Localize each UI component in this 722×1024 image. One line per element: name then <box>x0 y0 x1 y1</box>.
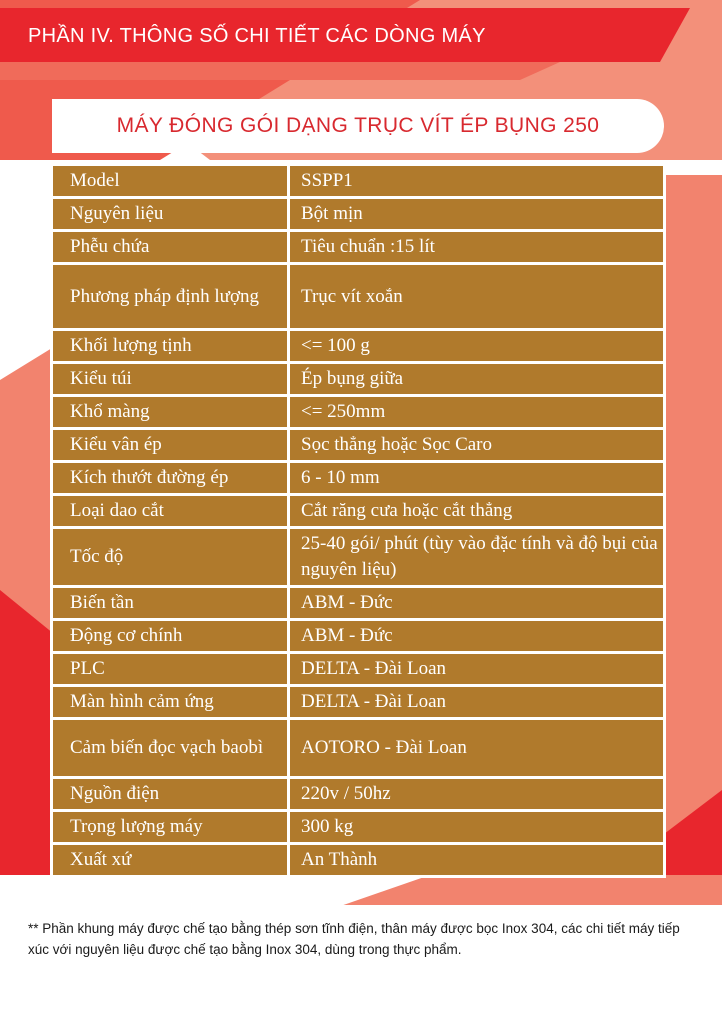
spec-row <box>52 495 665 528</box>
spec-value: <= 250mm <box>289 396 665 429</box>
spec-label: Kiểu vân ép <box>52 429 289 462</box>
spec-label: Nguyên liệu <box>52 198 289 231</box>
spec-value: DELTA - Đài Loan <box>289 653 665 686</box>
spec-value: 6 - 10 mm <box>289 462 665 495</box>
footnote: ** Phần khung máy được chế tạo bằng thép sơn tĩnh điện, thân máy được bọc Inox 304, các chi tiết máy tiếp xúc với nguyên liệu được chế tạo bằng Inox 304, dùng trong thực phẩm. <box>28 921 680 957</box>
spec-value: An Thành <box>289 844 665 877</box>
spec-row <box>52 363 665 396</box>
spec-label: Phễu chứa <box>52 231 289 264</box>
spec-row <box>52 462 665 495</box>
spec-value: DELTA - Đài Loan <box>289 686 665 719</box>
spec-row <box>52 844 665 877</box>
spec-label: Phương pháp định lượng <box>52 264 289 330</box>
spec-value: AOTORO - Đài Loan <box>289 719 665 778</box>
spec-row <box>52 653 665 686</box>
spec-label: Kiểu túi <box>52 363 289 396</box>
spec-value: 220v / 50hz <box>289 778 665 811</box>
spec-value: ABM - Đức <box>289 587 665 620</box>
spec-value: SSPP1 <box>289 165 665 198</box>
spec-label: Loại dao cắt <box>52 495 289 528</box>
spec-table <box>50 163 666 878</box>
spec-row <box>52 811 665 844</box>
spec-label: Khối lượng tịnh <box>52 330 289 363</box>
spec-row <box>52 528 665 587</box>
spec-value: 300 kg <box>289 811 665 844</box>
spec-row <box>52 620 665 653</box>
spec-label: Kích thướt đường ép <box>52 462 289 495</box>
spec-row <box>52 231 665 264</box>
spec-value: ABM - Đức <box>289 620 665 653</box>
spec-label: Động cơ chính <box>52 620 289 653</box>
spec-label: Trọng lượng máy <box>52 811 289 844</box>
spec-row <box>52 198 665 231</box>
spec-label: Khổ màng <box>52 396 289 429</box>
spec-value: Cắt răng cưa hoặc cắt thẳng <box>289 495 665 528</box>
spec-row <box>52 778 665 811</box>
spec-value: 25-40 gói/ phút (tùy vào đặc tính và độ bụi của nguyên liệu) <box>289 528 665 587</box>
spec-row <box>52 396 665 429</box>
spec-value: Tiêu chuẩn :15 lít <box>289 231 665 264</box>
product-title: MÁY ĐÓNG GÓI DẠNG TRỤC VÍT ÉP BỤNG 250 <box>116 114 600 137</box>
spec-value: <= 100 g <box>289 330 665 363</box>
spec-label: Biến tần <box>52 587 289 620</box>
spec-label: Tốc độ <box>52 528 289 587</box>
spec-value: Bột mịn <box>289 198 665 231</box>
spec-label: Model <box>52 165 289 198</box>
spec-label: Cảm biến đọc vạch baobì <box>52 719 289 778</box>
spec-label: PLC <box>52 653 289 686</box>
spec-label: Nguồn điện <box>52 778 289 811</box>
spec-table-body <box>52 165 665 877</box>
spec-value: Ép bụng giữa <box>289 363 665 396</box>
spec-row <box>52 165 665 198</box>
spec-row <box>52 719 665 778</box>
spec-row <box>52 686 665 719</box>
spec-value: Sọc thẳng hoặc Sọc Caro <box>289 429 665 462</box>
spec-label: Xuất xứ <box>52 844 289 877</box>
spec-label: Màn hình cảm ứng <box>52 686 289 719</box>
spec-value: Trục vít xoắn <box>289 264 665 330</box>
section-title: PHẦN IV. THÔNG SỐ CHI TIẾT CÁC DÒNG MÁY <box>28 25 486 47</box>
product-title-banner <box>52 99 664 153</box>
spec-row <box>52 264 665 330</box>
spec-row <box>52 587 665 620</box>
spec-row <box>52 330 665 363</box>
spec-row <box>52 429 665 462</box>
